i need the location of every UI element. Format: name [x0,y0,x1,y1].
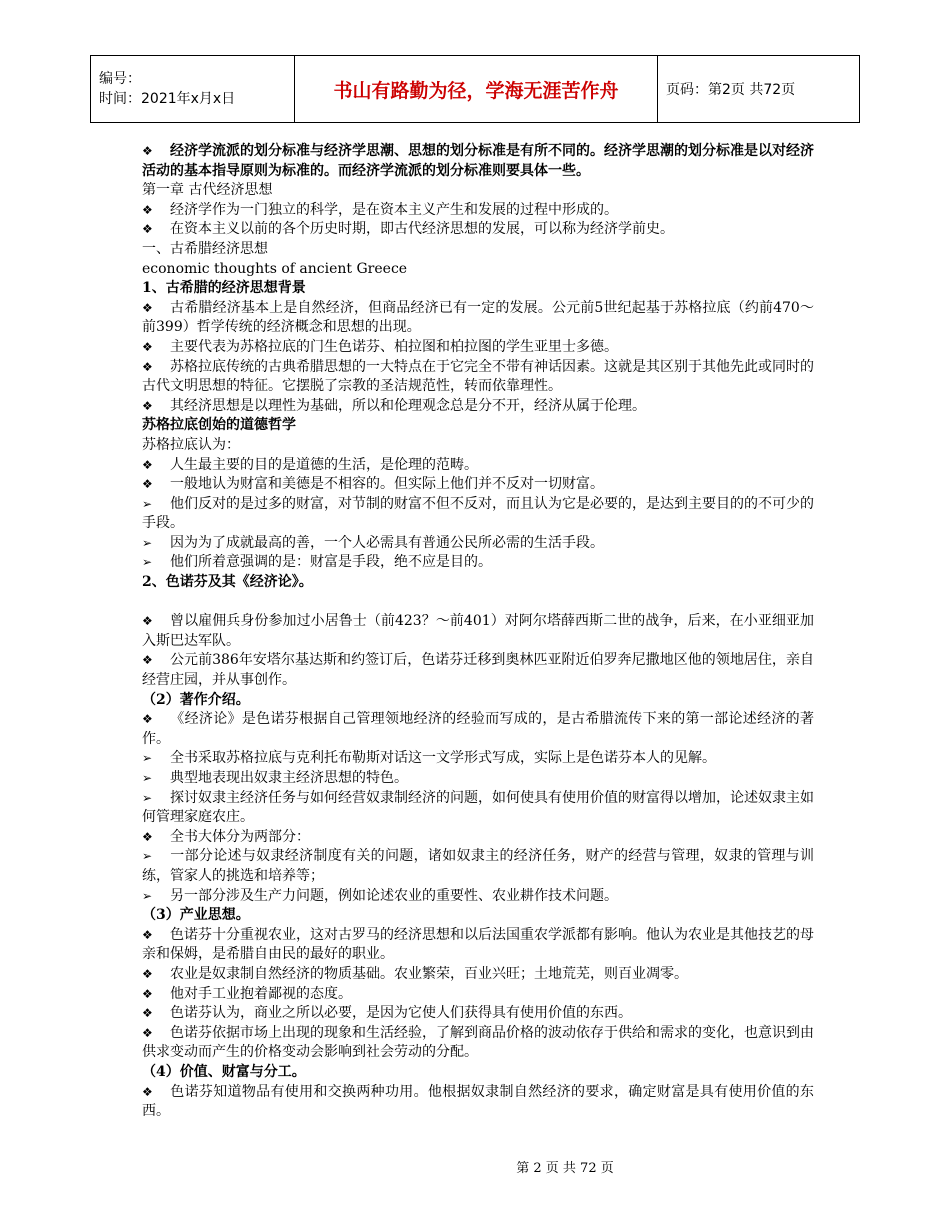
paragraph-text: 经济学作为一门独立的科学，是在资本主义产生和发展的过程中形成的。 [170,201,618,218]
arrow-bullet-icon: ➢ [142,751,153,766]
diamond-bullet-icon: ❖ [142,712,153,727]
paragraph-text: 他们所着意强调的是：财富是手段，绝不应是目的。 [170,554,492,571]
paragraph-text: 人生最主要的目的是道德的生活，是伦理的范畴。 [170,456,478,473]
paragraph-text: 色诺芬十分重视农业，这对古罗马的经济思想和以后法国重农学派都有影响。他认为农业是其他技艺的母亲和保姆，是希腊自由民的最好的职业。 [142,926,814,963]
paragraph-text: 一般地认为财富和美德是不相容的。但实际上他们并不反对一切财富。 [170,476,604,493]
paragraph-text: 第一章 古代经济思想 [142,182,273,199]
diamond-bullet-icon: ❖ [142,614,153,629]
paragraph [142,965,814,985]
paragraph-text: 苏格拉底传统的古典希腊思想的一大特点在于它完全不带有神话因素。这就是其区别于其他先此或同时的古代文明思想的特征。它摆脱了宗教的圣洁规范性，转而依靠理性。 [142,358,814,395]
arrow-bullet-icon: ➢ [142,535,153,550]
diamond-bullet-icon: ❖ [142,398,153,413]
diamond-bullet-icon: ❖ [142,339,153,354]
diamond-bullet-icon: ❖ [142,300,153,315]
paragraph [142,201,814,221]
header-number: 编号： [99,71,141,87]
header-motto: 书山有路勤为径，学海无涯苦作舟 [295,56,658,123]
paragraph-text: 农业是奴隶制自然经济的物质基础。农业繁荣，百业兴旺；土地荒芜，则百业凋零。 [170,965,688,982]
paragraph-text: 一部分论述与奴隶经济制度有关的问题，诸如奴隶主的经济任务，财产的经营与管理，奴隶的管理与训练，管家人的挑选和培养等； [142,848,814,884]
paragraph [142,769,814,789]
arrow-bullet-icon: ➢ [142,555,153,570]
paragraph-text: （2）著作介绍。 [142,691,250,708]
paragraph [142,749,814,769]
paragraph [142,416,814,436]
diamond-bullet-icon: ❖ [142,986,153,1001]
paragraph-text: 典型地表现出奴隶主经济思想的特色。 [170,770,408,786]
paragraph [142,1024,814,1063]
diamond-bullet-icon: ❖ [142,1084,153,1099]
paragraph [142,279,814,299]
diamond-bullet-icon: ❖ [142,1006,153,1021]
paragraph-text: 主要代表为苏格拉底的门生色诺芬、柏拉图和柏拉图的学生亚里士多德。 [170,338,618,355]
diamond-bullet-icon: ❖ [142,477,153,492]
paragraph [142,1004,814,1024]
diamond-bullet-icon: ❖ [142,829,153,844]
paragraph [142,142,814,181]
paragraph [142,906,814,926]
paragraph-text: 在资本主义以前的各个历史时期，即古代经济思想的发展，可以称为经济学前史。 [170,221,674,238]
header-date: 时间：2021年x月x日 [99,91,236,107]
paragraph-text: 全书大体分为两部分： [170,828,310,845]
diamond-bullet-icon: ❖ [142,144,153,158]
paragraph [142,475,814,495]
paragraph [142,985,814,1005]
paragraph-text: 色诺芬认为，商业之所以必要，是因为它使人们获得具有使用价值的东西。 [170,1005,632,1022]
arrow-bullet-icon: ➢ [142,496,153,511]
paragraph [142,260,814,280]
paragraph [142,495,814,534]
paragraph [142,1083,814,1122]
paragraph [142,181,814,201]
paragraph-text: 古希腊经济基本上是自然经济，但商品经济已有一定的发展。公元前5世纪起基于苏格拉底（约前470～前399）哲学传统的经济概念和思想的出现。 [142,299,814,336]
paragraph [142,1063,814,1083]
paragraph-text: 曾以雇佣兵身份参加过小居鲁士（前423？～前401）对阿尔塔薛西斯二世的战争，后来，在小亚细亚加入斯巴达军队。 [142,613,814,649]
paragraph [142,436,814,456]
paragraph [142,612,814,651]
paragraph-text: 色诺芬知道物品有使用和交换两种功用。他根据奴隶制自然经济的要求，确定财富是具有使用价值的东西。 [142,1083,814,1120]
paragraph [142,456,814,476]
paragraph-text: （3）产业思想。 [142,907,250,924]
page-header [90,55,860,123]
diamond-bullet-icon: ❖ [142,222,153,237]
paragraph-text: 另一部分涉及生产力问题，例如论述农业的重要性、农业耕作技术问题。 [170,887,618,904]
arrow-bullet-icon: ➢ [142,849,153,864]
paragraph-text: 探讨奴隶主经济任务与如何经营奴隶制经济的问题，如何使具有使用价值的财富得以增加，论述奴隶主如何管理家庭农庄。 [142,789,814,826]
paragraph-text: 他们反对的是过多的财富，对节制的财富不但不反对，而且认为它是必要的，是达到主要目的的不可少的手段。 [142,495,814,532]
paragraph [142,651,814,690]
paragraph [142,573,814,593]
diamond-bullet-icon: ❖ [142,966,153,981]
paragraph [142,691,814,711]
arrow-bullet-icon: ➢ [142,771,153,785]
paragraph-text: 2、色诺芬及其《经济论》。 [142,574,313,591]
paragraph-text: 一、古希腊经济思想 [142,240,268,257]
header-meta [91,56,295,123]
paragraph [142,534,814,554]
document-body [142,142,814,1122]
paragraph-text: 其经济思想是以理性为基础，所以和伦理观念总是分不开，经济从属于伦理。 [170,397,646,414]
paragraph-text: 全书采取苏格拉底与克利托布勒斯对话这一文学形式写成，实际上是色诺芬本人的见解。 [170,750,716,767]
paragraph [142,397,814,417]
arrow-bullet-icon: ➢ [142,790,153,805]
paragraph-text: 苏格拉底认为： [142,436,240,453]
paragraph-text: 他对手工业抱着鄙视的态度。 [170,985,352,1002]
paragraph-text: 苏格拉底创始的道德哲学 [142,417,296,434]
paragraph [142,710,814,749]
paragraph [142,828,814,848]
paragraph [142,299,814,338]
paragraph-text: （4）价值、财富与分工。 [142,1063,306,1080]
paragraph-text: 1、古希腊的经济思想背景 [142,280,306,297]
paragraph [142,338,814,358]
diamond-bullet-icon: ❖ [142,927,153,942]
paragraph-text: 色诺芬依据市场上出现的现象和生活经验，了解到商品价格的波动依存于供给和需求的变化，也意识到由供求变动而产生的价格变动会影响到社会劳动的分配。 [142,1024,814,1061]
paragraph-text: economic thoughts of ancient Greece [142,260,408,277]
paragraph [142,220,814,240]
paragraph [142,789,814,828]
paragraph [142,847,814,886]
arrow-bullet-icon: ➢ [142,888,153,903]
diamond-bullet-icon: ❖ [142,1025,153,1040]
header-page-number: 页码：第2页 共72页 [658,56,860,123]
diamond-bullet-icon: ❖ [142,359,153,374]
paragraph-text: 《经济论》是色诺芬根据自己管理领地经济的经验而写成的，是古希腊流传下来的第一部论述经济的著作。 [142,711,814,747]
paragraph [142,358,814,397]
paragraph-text: 经济学流派的划分标准与经济学思潮、思想的划分标准是有所不同的。经济学思潮的划分标准是以对经济活动的基本指导原则为标准的。而经济学流派的划分标准则要具体一些。 [142,143,814,179]
paragraph [142,553,814,573]
paragraph-text: 因为为了成就最高的善，一个人必需具有普通公民所必需的生活手段。 [170,534,604,551]
paragraph [142,926,814,965]
paragraph [142,887,814,907]
diamond-bullet-icon: ❖ [142,202,153,217]
page-footer: 第 2 页 共 72 页 [516,1161,614,1176]
diamond-bullet-icon: ❖ [142,653,153,668]
paragraph-text: 公元前386年安塔尔基达斯和约签订后，色诺芬迁移到奥林匹亚附近伯罗奔尼撒地区他的领地居住，亲自经营庄园，并从事创作。 [142,652,814,689]
diamond-bullet-icon: ❖ [142,457,153,472]
paragraph [142,240,814,260]
